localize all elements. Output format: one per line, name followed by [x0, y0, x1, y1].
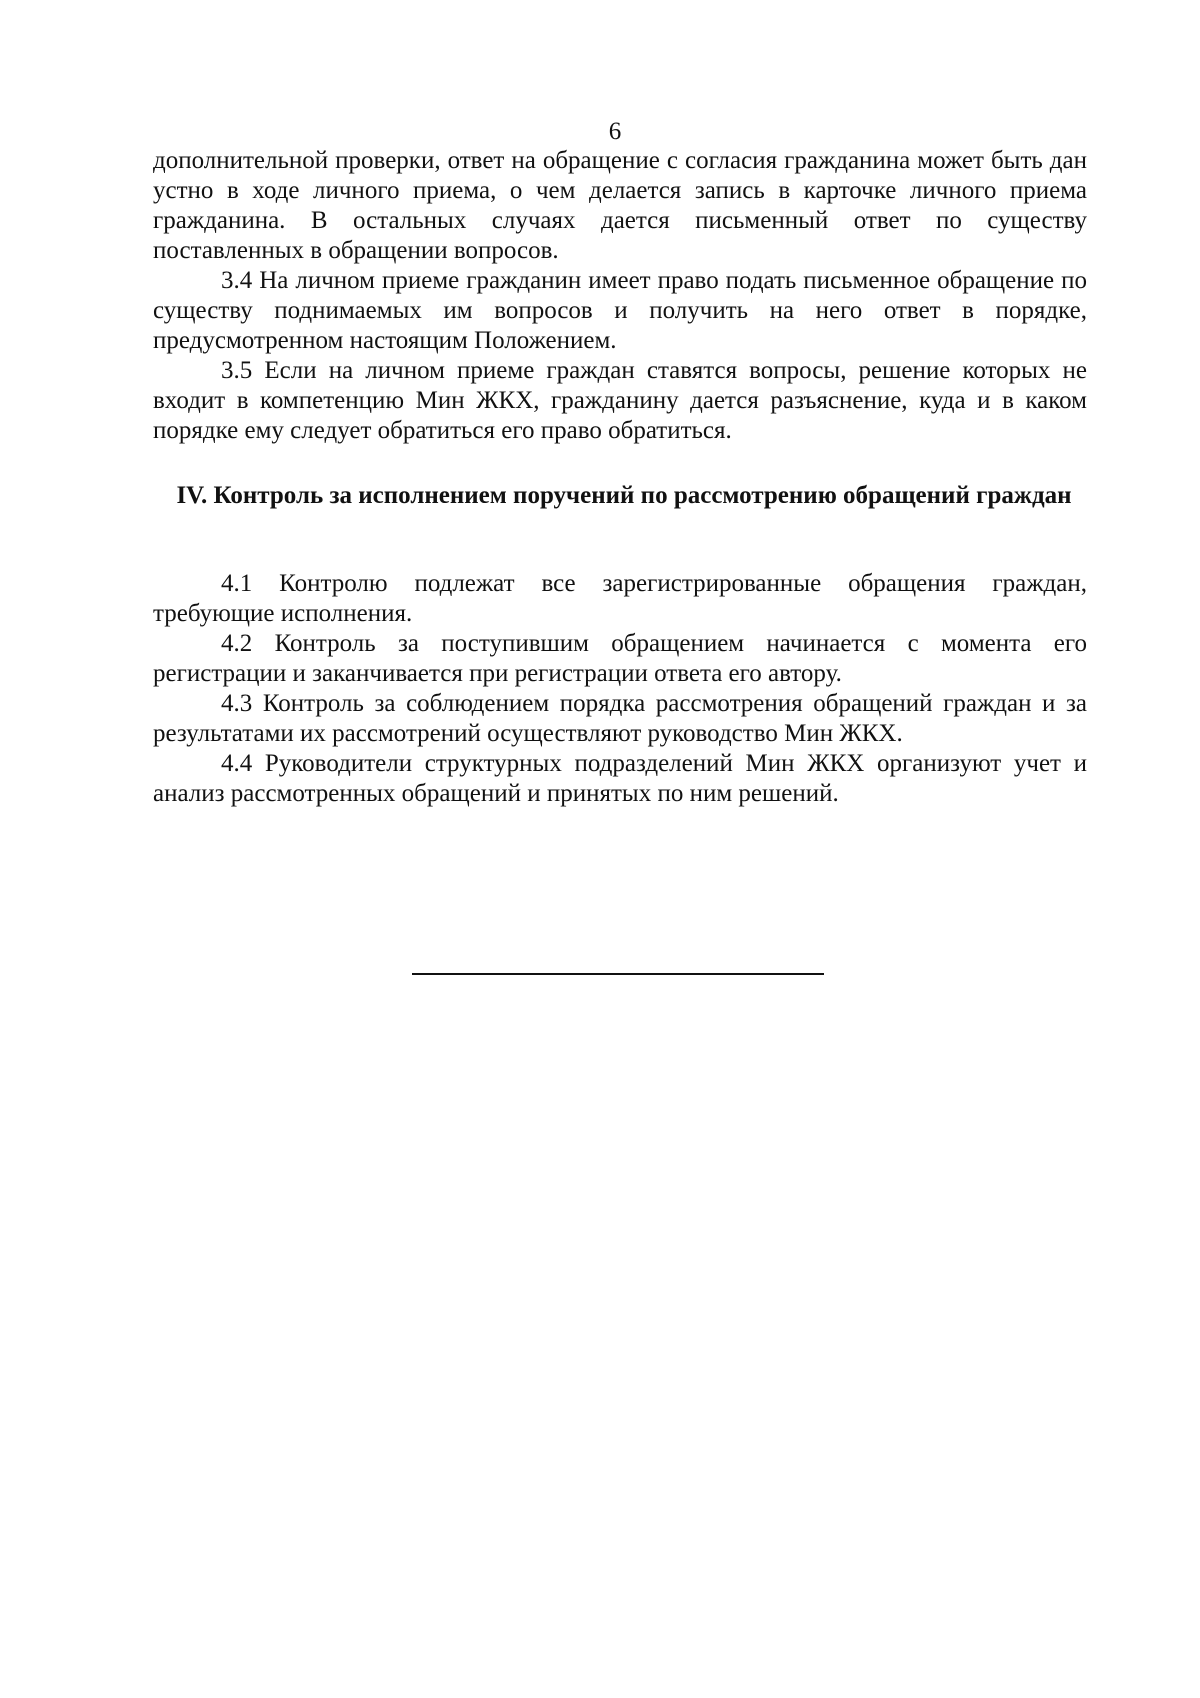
paragraph-3-5: 3.5 Если на личном приеме граждан ставятся вопросы, решение которых не входит в компетенцию Мин ЖКХ, гражданину дается разъяснение, куда и в каком порядке ему следует обратиться его право обратиться.	[153, 357, 1087, 444]
document-body	[153, 146, 1087, 809]
paragraph-3-4: 3.4 На личном приеме гражданин имеет право подать письменное обращение по существу поднимаемых им вопросов и получить на него ответ в порядке, предусмотренном настоящим Положением.	[153, 267, 1087, 354]
page-number: 6	[608, 118, 622, 145]
end-divider-line	[412, 973, 824, 975]
section-heading: IV. Контроль за исполнением поручений по рассмотрению обращений граждан	[176, 482, 1072, 509]
paragraph-continued: дополнительной проверки, ответ на обращение с согласия гражданина может быть дан устно в ходе личного приема, о чем делается запись в карточке личного приема гражданина. В остальных случаях дается письменный ответ по существу поставленных в обращении вопросов.	[153, 147, 1087, 264]
paragraph-4-2: 4.2 Контроль за поступившим обращением начинается с момента его регистрации и заканчивается при регистрации ответа его автору.	[153, 630, 1087, 687]
paragraph-4-3: 4.3 Контроль за соблюдением порядка рассмотрения обращений граждан и за результатами их рассмотрений осуществляют руководство Мин ЖКХ.	[153, 690, 1087, 747]
paragraph-4-1: 4.1 Контролю подлежат все зарегистрированные обращения граждан, требующие исполнения.	[153, 570, 1087, 627]
spacer	[153, 511, 1087, 569]
paragraph-4-4: 4.4 Руководители структурных подразделений Мин ЖКХ организуют учет и анализ рассмотренных обращений и принятых по ним решений.	[153, 750, 1087, 807]
